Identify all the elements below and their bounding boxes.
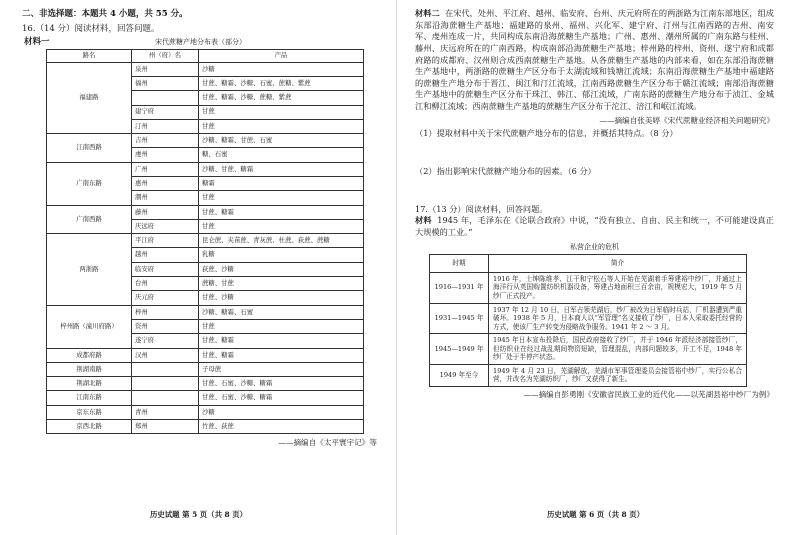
prefecture-cell: 建宁府	[132, 105, 199, 119]
period-cell: 1949 年至今	[430, 364, 489, 386]
route-cell: 京东东路	[47, 405, 132, 419]
product-cell: 乳糖	[199, 248, 364, 262]
prefecture-cell: 临安府	[132, 262, 199, 276]
product-cell: 甘蔗、糖霜	[199, 348, 364, 362]
product-cell: 甘蔗	[199, 105, 364, 119]
prefecture-cell	[132, 362, 199, 376]
prefecture-cell: 藤州	[132, 205, 199, 219]
prefecture-cell: 吉州	[132, 134, 199, 148]
table-row	[430, 334, 747, 365]
product-cell: 甘蔗	[199, 219, 364, 233]
table-header-row	[47, 49, 364, 62]
product-cell: 甘蔗、糖霜	[199, 334, 364, 348]
prefecture-cell: 潮州	[132, 191, 199, 205]
prefecture-cell: 梓州	[132, 305, 199, 319]
intro-cell: 1945 年日本宣布投降后，国民政府接收了纱厂，并于 1946 年派经济部接管纱厂，但纺织业在经过战乱期间物资短缺，管理混乱，内部问题较多，开工不足，1948 年纱厂处于半停产状态。	[489, 334, 747, 365]
table-row	[47, 205, 364, 219]
table-source: ——摘编自《太平寰宇记》等	[278, 438, 377, 448]
prefecture-cell: 虔州	[132, 148, 199, 162]
table-2-source: ——摘编自彭勇刚《安徽省民族工业的近代化——以芜湖县裕中纱厂为例》	[523, 390, 774, 400]
question-16-2: （2）指出影响宋代蔗糖产地分布的因素。（6 分）	[415, 165, 596, 176]
route-cell: 广南东路	[47, 162, 132, 205]
product-cell: 甘蔗	[199, 319, 364, 333]
header-product: 产品	[199, 49, 364, 62]
table-row	[47, 134, 364, 148]
period-cell: 1916—1931 年	[430, 272, 489, 303]
question-16-header: 16.（14 分）阅读材料，回答问题。	[22, 24, 160, 35]
prefecture-cell: 越州	[132, 248, 199, 262]
product-cell: 沙糖、糖霜、石蜜	[199, 305, 364, 319]
table-row	[47, 162, 364, 176]
route-cell: 荆湖北路	[47, 377, 132, 391]
table-row	[430, 272, 747, 303]
header-prefecture: 州（府）名	[132, 49, 199, 62]
product-cell: 甘蔗	[199, 191, 364, 205]
material-1-row	[22, 36, 379, 48]
prefecture-cell: 惠州	[132, 177, 199, 191]
page-footer-right: 历史试题 第 6 页（共 8 页）	[546, 510, 645, 520]
product-cell: 糖霜	[199, 177, 364, 191]
table-row	[47, 234, 364, 248]
header-intro: 简介	[489, 254, 747, 272]
prefecture-cell	[132, 91, 199, 105]
right-page	[397, 0, 794, 535]
prefecture-cell	[132, 391, 199, 405]
prefecture-cell: 庆远府	[132, 219, 199, 233]
route-cell: 梓州路（潼川府路）	[47, 305, 132, 348]
prefecture-cell: 汀州	[132, 119, 199, 133]
product-cell: 甘蔗、石蜜、沙糖、糖霜	[199, 391, 364, 405]
table-row	[47, 362, 364, 376]
prefecture-cell: 青州	[132, 405, 199, 419]
product-cell: 荻蔗、沙糖	[199, 262, 364, 276]
material-paragraph	[415, 215, 774, 238]
prefecture-cell: 泉州	[132, 62, 199, 76]
table-2-header-row	[430, 254, 747, 272]
route-cell: 江南东路	[47, 391, 132, 405]
product-cell: 甘蔗、糖霜	[199, 205, 364, 219]
material-1-label: 材料一	[24, 36, 50, 47]
question-17-header: 17.（13 分）阅读材料，回答问题。	[415, 203, 548, 214]
prefecture-cell: 遂宁府	[132, 334, 199, 348]
prefecture-cell: 福州	[132, 76, 199, 90]
page-footer-left: 历史试题 第 5 页（共 8 页）	[149, 510, 248, 520]
table-row	[47, 405, 364, 419]
product-cell: 糖、石蜜	[199, 148, 364, 162]
route-cell: 广南西路	[47, 205, 132, 234]
product-cell: 沙糖、甘蔗、糖霜	[199, 162, 364, 176]
question-16-1: （1）提取材料中关于宋代蔗糖产地分布的信息，并概括其特点。（8 分）	[415, 127, 678, 138]
prefecture-cell: 台州	[132, 277, 199, 291]
product-cell: 甘蔗	[199, 119, 364, 133]
table-body	[47, 62, 364, 434]
table-row	[430, 303, 747, 334]
table-row	[47, 62, 364, 76]
route-cell: 京西北路	[47, 420, 132, 434]
prefecture-cell: 广州	[132, 162, 199, 176]
product-cell: 昆仑蔗、夹苗蔗、青灰蔗、杜蔗、荻蔗、蔗糖	[199, 234, 364, 248]
table-row	[47, 420, 364, 434]
route-cell: 两浙路	[47, 234, 132, 305]
product-cell: 竹蔗、荻蔗	[199, 420, 364, 434]
table-row	[47, 391, 364, 405]
intro-cell: 1937 年 12 月 10 日，日军占领芜湖后，纱厂被改为日军临时兵站，厂机器遭到严重破坏。1938 年 5 月，日本商人以“军管理”名义接收了纱厂，日本人采取委托经营的方式，使该厂生产转变为侵略战争服务。1941 年 2 ～ 3 月。	[489, 303, 747, 334]
table-2-caption: 私营企业的危机	[570, 242, 619, 251]
prefecture-cell: 庆元府	[132, 291, 199, 305]
product-cell: 沙糖、糖霜、甘蔗、石蜜	[199, 134, 364, 148]
header-period: 时期	[430, 254, 489, 272]
route-cell: 成都府路	[47, 348, 132, 362]
route-cell: 福建路	[47, 62, 132, 133]
product-cell: 甘蔗、石蜜、沙糖、糖霜	[199, 377, 364, 391]
product-cell: 沙糖	[199, 405, 364, 419]
route-cell: 荆湖南路	[47, 362, 132, 376]
product-cell: 甘蔗、糖霜、沙糖、蔗糖、紫蔗	[199, 91, 364, 105]
material-2-text: 在宋代，处州、平江府、越州、临安府、台州、庆元府所在的两浙路为江南东部地区，组成东部沿海蔗糖生产基地；福建路的泉州、福州、兴化军、建宁府、汀州与江南西路的吉州、南安军、虔州连成一片，共同构成东南沿海蔗糖生产基地；广州、惠州、潮州所属的广南东路与桂州、藤州、庆远府所在的广南西路，构成南部沿海蔗糖生产基地；梓州路的梓州、资州、遂宁府和成都府路的成都府、汉州则合成西南蔗糖生产基地。从各蔗糖生产基地的内部来看，如在东部沿海蔗糖生产基地中，两浙路的蔗糖生产区分布于太湖流域和钱塘江流域；东南沿海蔗糖生产基地中福建路的蔗糖生产地分布于晋江、闽江和汀江流域，江南西路蔗糖生产区分布于赣江流域；南部沿海蔗糖生产基地中的蔗糖生产区分布于珠江、韩江、郁江流域，广南东路的蔗糖生产地分布于浈江、金城江和柳江流域；西南蔗糖生产基地的蔗糖生产区分布于沱江、涪江和岷江流域。	[415, 8, 774, 112]
prefecture-cell: 资州	[132, 319, 199, 333]
table-row	[47, 305, 364, 319]
prefecture-cell: 汉州	[132, 348, 199, 362]
intro-cell: 1949 年 4 月 23 日，芜湖解放，芜湖市军事管理委员会接管裕中纱厂，实行公私合营，并改名为芜湖纺织厂，纱厂又获得了新生。	[489, 364, 747, 386]
material-2-source: ——摘编自张美婷《宋代蔗糖业经济相关问题研究》	[599, 115, 774, 125]
material-text: 1945 年，毛泽东在《论联合政府》中说，“没有独立、自由、民主和统一，不可能建设真正大规模的工业。”	[415, 215, 774, 238]
section-title: 二、非选择题：本题共 4 小题，共 55 分。	[22, 9, 188, 19]
product-cell: 子母蔗	[199, 362, 364, 376]
period-cell: 1945—1949 年	[430, 334, 489, 365]
table-row	[47, 348, 364, 362]
route-cell: 江南西路	[47, 134, 132, 163]
header-route: 路名	[47, 49, 132, 62]
sugarcane-distribution-table	[46, 49, 364, 435]
product-cell: 甘蔗、沙糖	[199, 291, 364, 305]
table-caption: 宋代蔗糖产地分布表（部分）	[155, 37, 246, 46]
product-cell: 蔗糖、甘蔗	[199, 277, 364, 291]
prefecture-cell: 郑州	[132, 420, 199, 434]
prefecture-cell	[132, 377, 199, 391]
period-cell: 1931—1945 年	[430, 303, 489, 334]
prefecture-cell: 平江府	[132, 234, 199, 248]
material-2-label: 材料二	[415, 8, 440, 18]
table-row	[47, 377, 364, 391]
material-label: 材料	[415, 215, 432, 226]
intro-cell: 1916 年，士绅陈维孝、江干和宁松石等人开始在芜湖着手筹建裕中纱厂，并通过上海洋行从英国购置纺织机器设备，筹建占地面积三百余亩，规模宏大，1919 年 5 月纱厂正式投产。	[489, 272, 747, 303]
product-cell: 沙糖	[199, 62, 364, 76]
private-enterprise-table	[429, 254, 747, 387]
material-2-paragraph	[415, 8, 774, 113]
table-row	[430, 364, 747, 386]
table-2-body	[430, 272, 747, 386]
product-cell: 甘蔗、糖霜、沙糖、石蜜、蔗糖、紫蔗	[199, 76, 364, 90]
